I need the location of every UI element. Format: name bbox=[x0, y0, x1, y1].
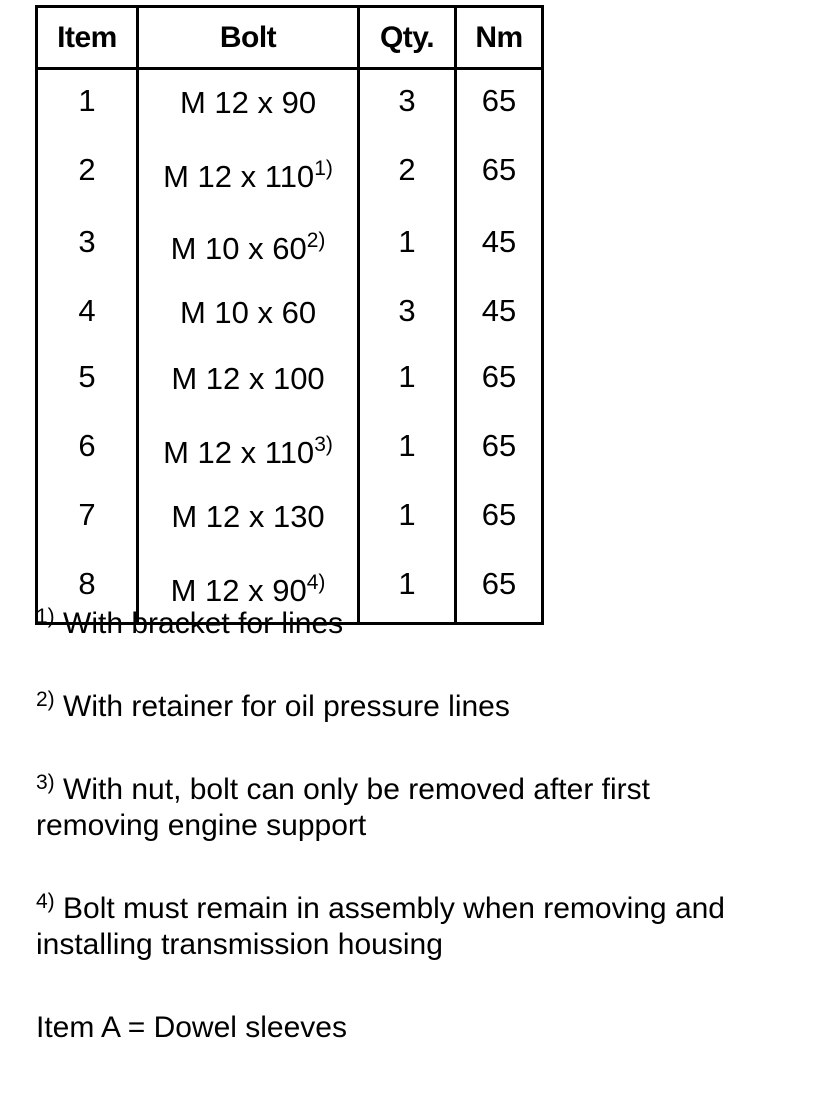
bolt-size-text: M 12 x 130 bbox=[171, 499, 325, 534]
item-a-note: Item A = Dowel sleeves bbox=[36, 1011, 347, 1044]
bolt-size-text: M 12 x 100 bbox=[171, 361, 325, 396]
table-row bbox=[37, 412, 543, 484]
bolt-size bbox=[138, 412, 359, 484]
item-number: 1 bbox=[37, 69, 138, 137]
bolt-size-text: M 10 x 60 bbox=[179, 295, 317, 330]
bolt-size-text: M 12 x 90 bbox=[170, 573, 307, 608]
quantity: 1 bbox=[359, 346, 456, 412]
header-bolt: Bolt bbox=[138, 7, 359, 69]
header-nm: Nm bbox=[456, 7, 543, 69]
footnote-marker: 4) bbox=[36, 890, 55, 913]
torque-nm: 65 bbox=[456, 69, 543, 137]
footnote-text: With retainer for oil pressure lines bbox=[63, 690, 510, 723]
item-number: 5 bbox=[37, 346, 138, 412]
torque-nm: 65 bbox=[456, 550, 543, 624]
item-number: 3 bbox=[37, 208, 138, 280]
footnote bbox=[36, 891, 756, 963]
item-number: 7 bbox=[37, 484, 138, 550]
table-header-row bbox=[37, 7, 543, 69]
quantity: 1 bbox=[359, 208, 456, 280]
torque-nm: 65 bbox=[456, 412, 543, 484]
header-qty: Qty. bbox=[359, 7, 456, 69]
bolt-size bbox=[138, 484, 359, 550]
footnote-text: With nut, bolt can only be removed after first removing engine support bbox=[36, 773, 650, 842]
bolt-size bbox=[138, 208, 359, 280]
item-number: 2 bbox=[37, 136, 138, 208]
footnote bbox=[36, 772, 736, 844]
quantity: 3 bbox=[359, 280, 456, 346]
table-row bbox=[37, 136, 543, 208]
footnotes bbox=[36, 606, 796, 1093]
item-number: 4 bbox=[37, 280, 138, 346]
bolt-size bbox=[138, 69, 359, 137]
footnote-ref: 1) bbox=[314, 157, 333, 180]
quantity: 1 bbox=[359, 550, 456, 624]
torque-nm: 65 bbox=[456, 346, 543, 412]
footnote-ref: 4) bbox=[306, 571, 326, 594]
bolt-size-text: M 12 x 110 bbox=[163, 435, 315, 470]
table-row bbox=[37, 208, 543, 280]
footnote-ref: 3) bbox=[314, 433, 333, 456]
table-row bbox=[37, 280, 543, 346]
bolt-size bbox=[138, 136, 359, 208]
footnote-marker: 2) bbox=[36, 688, 55, 711]
quantity: 2 bbox=[359, 136, 456, 208]
torque-nm: 65 bbox=[456, 136, 543, 208]
item-number: 6 bbox=[37, 412, 138, 484]
bolt-torque-table bbox=[35, 5, 544, 625]
header-item: Item bbox=[37, 7, 138, 69]
bolt-size bbox=[138, 346, 359, 412]
torque-nm: 45 bbox=[456, 208, 543, 280]
item-number: 8 bbox=[37, 550, 138, 624]
footnote-marker: 3) bbox=[36, 771, 55, 794]
quantity: 1 bbox=[359, 484, 456, 550]
footnote-text: Bolt must remain in assembly when removing and installing transmission housing bbox=[36, 892, 725, 961]
torque-nm: 45 bbox=[456, 280, 543, 346]
bolt-size-text: M 12 x 90 bbox=[179, 85, 317, 120]
footnote-text: With bracket for lines bbox=[63, 607, 344, 640]
bolt-size-text: M 10 x 60 bbox=[170, 231, 307, 266]
footnote-marker: 1) bbox=[36, 605, 55, 628]
footnote bbox=[36, 606, 796, 642]
torque-nm: 65 bbox=[456, 484, 543, 550]
footnote-ref: 2) bbox=[306, 229, 326, 252]
table-row bbox=[37, 346, 543, 412]
bolt-size-text: M 12 x 110 bbox=[163, 159, 315, 194]
footnote bbox=[36, 689, 796, 725]
table-row bbox=[37, 69, 543, 137]
bolt-size bbox=[138, 280, 359, 346]
quantity: 1 bbox=[359, 412, 456, 484]
table-row bbox=[37, 484, 543, 550]
quantity: 3 bbox=[359, 69, 456, 137]
